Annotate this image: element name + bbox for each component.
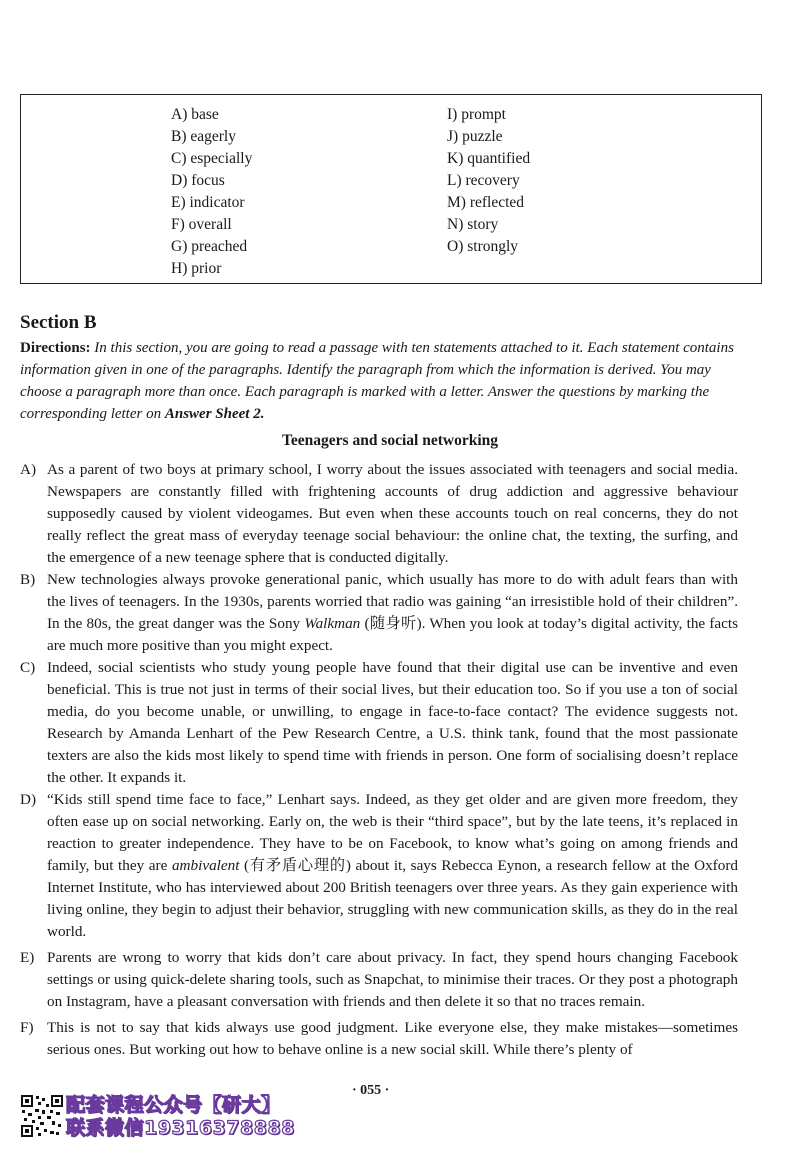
word-option: J) puzzle: [447, 128, 503, 145]
qr-code-icon: [20, 1094, 64, 1138]
paragraph-letter: D): [20, 791, 37, 808]
word-option: F) overall: [171, 216, 232, 233]
passage-body: [20, 459, 738, 1061]
word-option: B) eagerly: [171, 128, 236, 145]
word-bank-box: [20, 94, 762, 284]
paragraph-text: Parents are wrong to worry that kids don’t care about privacy. In fact, they spend hours changing Facebook settings or using quick-delete sharing tools, such as Snapchat, to minimise their traces. Or they post a photograph on Instagram, have a pleasant conversation with friends and then delete it so that no traces remain.: [47, 949, 738, 1010]
paragraph-c: [20, 657, 738, 789]
paragraph-letter: A): [20, 461, 37, 478]
promo-banner-line-2: 联系微信19316378888: [66, 1117, 295, 1139]
directions-answer-sheet: Answer Sheet 2.: [164, 406, 265, 422]
word-option: L) recovery: [447, 172, 520, 189]
word-option: H) prior: [171, 260, 222, 277]
paragraph-text: (有矛盾心理的) about it, says Rebecca Eynon, a research fellow at the Oxford Internet Institute, who has interviewed about 200 British teenagers over three years. As they gain experience with living online, they begin to adjust their behavior, struggling with new communication skills, as they do in the real world.: [47, 857, 738, 940]
word-option: K) quantified: [447, 150, 531, 167]
word-option: D) focus: [171, 172, 225, 189]
paragraph-text: Indeed, social scientists who study young people have found that their digital use can be inventive and even beneficial. This is true not just in terms of their social lives, but their education too. So if you use a ton of social media, do you become unable, or unwilling, to engage in face-to-face contact? The evidence suggests not. Research by Amanda Lenhart of the Pew Research Centre, a U.S. think tank, found that the most passionate texters are also the kids most likely to spend time with friends in person. One form of socialising doesn’t replace the other. It expands it.: [47, 659, 738, 786]
paragraph-text: New technologies always provoke generational panic, which usually has more to do with adult fears than with the lives of teenagers. In the 1930s, parents worried that radio was gaining “an irresistible hold of their children”. In the 80s, the great danger was the Sony: [47, 571, 738, 632]
paragraph-d: [20, 789, 738, 943]
page-number: · 055 ·: [352, 1083, 390, 1098]
word-option: O) strongly: [447, 238, 519, 255]
directions-label: Directions:: [20, 340, 91, 356]
passage-title: Teenagers and social networking: [281, 432, 498, 449]
word-option: I) prompt: [447, 106, 506, 123]
paragraph-text: As a parent of two boys at primary school, I worry about the issues associated with teenagers and social media. Newspapers are constantly filled with frightening accounts of drug addiction and aggressive behaviour supposedly caused by violent videogames. But even when these accounts touch on real concerns, they do not really reflect the great mass of everyday teenage social behaviour: the online chat, the texting, the surfing, and the emergence of a new teenage sphere that is conducted digitally.: [47, 461, 738, 566]
word-option: G) preached: [171, 238, 248, 255]
paragraph-e: [20, 947, 738, 1013]
paragraph-f: [20, 1017, 738, 1061]
paragraph-text: This is not to say that kids always use good judgment. Like everyone else, they make mistakes—sometimes serious ones. But working out how to behave online is a new social skill. While there’s plenty of: [47, 1019, 738, 1058]
paragraph-italic: Walkman: [304, 615, 361, 632]
paragraph-letter: B): [20, 571, 36, 588]
paragraph-a: [20, 459, 738, 569]
word-bank-left-column: [171, 104, 252, 280]
directions: [20, 337, 742, 425]
promo-banner: [66, 1094, 295, 1140]
paragraph-letter: F): [20, 1019, 34, 1036]
word-option: C) especially: [171, 150, 253, 167]
promo-banner-line-1: 配套课程公众号【研大】: [66, 1094, 281, 1116]
paragraph-text: “Kids still spend time face to face,” Lenhart says. Indeed, as they get older and are given more freedom, they often ease up on social networking. Early on, the web is their “third space”, but by the late teens, it’s replaced in reaction to greater independence. They have to be on Facebook, to know what’s going on among friends and family, but they are: [47, 791, 738, 874]
paragraph-italic: ambivalent: [171, 857, 240, 874]
word-option: M) reflected: [447, 194, 525, 211]
paragraph-text: (随身听). When you look at today’s digital activity, the facts are much more positive than you might expect.: [47, 615, 739, 654]
paragraph-b: [20, 569, 738, 657]
word-bank-right-column: [447, 104, 530, 258]
directions-text: In this section, you are going to read a passage with ten statements attached to it. Each statement contains information given in one of the paragraphs. Identify the paragraph from which the information is derived. You may choose a paragraph more than once. Each paragraph is marked with a letter. Answer the questions by marking the corresponding letter on: [20, 340, 734, 422]
word-option: E) indicator: [171, 194, 245, 211]
paragraph-letter: E): [20, 949, 35, 966]
word-option: A) base: [171, 106, 219, 123]
section-title: Section B: [20, 312, 97, 333]
word-option: N) story: [447, 216, 499, 233]
paragraph-letter: C): [20, 659, 36, 676]
